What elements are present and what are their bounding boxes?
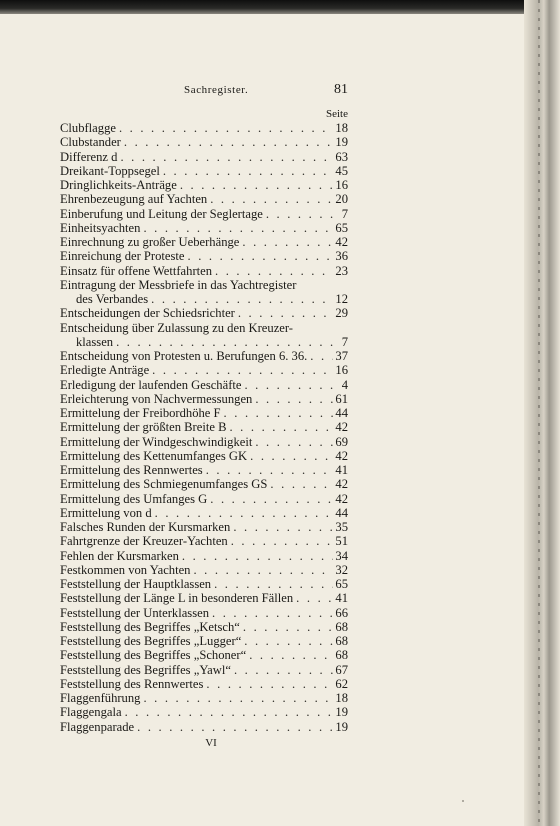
index-term: Feststellung des Begriffes „Lugger“ bbox=[60, 634, 242, 648]
index-entry bbox=[60, 235, 348, 249]
index-term: klassen bbox=[76, 334, 114, 349]
dot-leader bbox=[190, 563, 333, 577]
index-entry bbox=[60, 449, 348, 463]
index-term: Feststellung der Länge L in besonderen Fällen bbox=[60, 591, 294, 606]
dot-leader bbox=[121, 135, 334, 149]
index-entry bbox=[60, 591, 348, 605]
index-entry bbox=[60, 634, 348, 648]
dot-leader bbox=[239, 235, 333, 249]
page-column-label: Seite bbox=[326, 108, 348, 120]
dot-leader bbox=[246, 648, 333, 662]
index-page-ref: 42 bbox=[335, 235, 348, 249]
dot-leader bbox=[241, 634, 333, 648]
index-term: des Verbandes bbox=[76, 292, 149, 306]
index-entry bbox=[60, 492, 348, 506]
index-entry bbox=[60, 164, 348, 178]
index-page-ref: 16 bbox=[335, 178, 348, 192]
index-entry bbox=[60, 435, 348, 449]
running-head: Sachregister. bbox=[184, 84, 249, 96]
index-page-ref: 44 bbox=[335, 505, 348, 520]
index-term: Clubstander bbox=[60, 135, 121, 150]
index-page-ref: 19 bbox=[335, 705, 348, 720]
index-page-ref: 66 bbox=[335, 605, 348, 620]
index-term: Ermittelung der größten Breite B bbox=[60, 420, 227, 435]
index-term: Einheitsyachten bbox=[60, 220, 141, 235]
index-term: Entscheidungen der Schiedsrichter bbox=[60, 306, 235, 321]
index-term: Entscheidung von Protesten u. Berufungen 6. 36. bbox=[60, 349, 308, 363]
dot-leader bbox=[293, 591, 333, 605]
index-page-ref: 68 bbox=[335, 634, 348, 648]
index-entry bbox=[60, 463, 348, 477]
index-entry bbox=[60, 221, 348, 235]
index-term: Einreichung der Proteste bbox=[60, 249, 185, 264]
index-term: Erledigung der laufenden Geschäfte bbox=[60, 377, 242, 392]
dot-leader bbox=[267, 477, 333, 491]
index-page-ref: 67 bbox=[335, 662, 348, 677]
index-entry bbox=[60, 135, 348, 149]
dot-leader bbox=[152, 506, 334, 520]
index-page-ref: 19 bbox=[335, 135, 348, 150]
dot-leader bbox=[207, 192, 333, 206]
index-entry bbox=[60, 292, 348, 306]
index-entry bbox=[60, 563, 348, 577]
dot-leader bbox=[113, 335, 340, 349]
index-entry bbox=[60, 249, 348, 263]
dot-leader bbox=[140, 691, 333, 705]
index-term: Festkommen von Yachten bbox=[60, 562, 191, 577]
index-page-ref: 7 bbox=[341, 334, 348, 349]
index-entry bbox=[60, 720, 348, 734]
dot-leader bbox=[247, 449, 333, 463]
index-term: Feststellung des Begriffes „Yawl“ bbox=[60, 662, 231, 677]
dot-leader bbox=[185, 249, 334, 263]
book-fore-edge bbox=[524, 0, 560, 826]
index-term: Entscheidung über Zulassung zu den Kreuzer- bbox=[60, 320, 294, 335]
index-page-ref: 69 bbox=[335, 434, 348, 449]
index-term: Feststellung des Begriffes „Schoner“ bbox=[60, 648, 247, 663]
dot-leader bbox=[235, 306, 334, 320]
dot-leader bbox=[203, 677, 333, 691]
index-entry bbox=[60, 192, 348, 206]
dot-leader bbox=[252, 392, 333, 406]
index-entry bbox=[60, 520, 348, 534]
index-page-ref: 68 bbox=[335, 648, 348, 663]
dot-leader bbox=[116, 121, 333, 135]
index-term: Ermittelung von d bbox=[60, 505, 152, 520]
index-term: Ermittelung des Schmiegenumfanges GS bbox=[60, 477, 268, 492]
index-entry bbox=[60, 420, 348, 434]
dot-leader bbox=[203, 463, 334, 477]
index-entry bbox=[60, 677, 348, 691]
index-term: Ermittelung des Rennwertes bbox=[60, 463, 203, 477]
index-term: Ermittelung des Kettenumfanges GK bbox=[60, 448, 248, 463]
dot-leader bbox=[226, 420, 333, 434]
index-entry bbox=[60, 506, 348, 520]
index-page-ref: 29 bbox=[335, 306, 348, 321]
index-entry bbox=[60, 121, 348, 135]
dot-leader bbox=[177, 178, 334, 192]
index-page-ref: 42 bbox=[335, 420, 348, 435]
index-entry bbox=[60, 207, 348, 221]
index-term: Dringlichkeits-Anträge bbox=[60, 178, 177, 192]
index-entry bbox=[60, 534, 348, 548]
index-term: Eintragung der Messbriefe in das Yachtregister bbox=[60, 277, 297, 292]
index-entry bbox=[60, 663, 348, 677]
index-term: Clubflagge bbox=[60, 121, 116, 135]
index-entry bbox=[60, 620, 348, 634]
index-page-ref: 37 bbox=[335, 349, 348, 363]
index-page-ref: 12 bbox=[335, 292, 348, 306]
index-page-ref: 16 bbox=[335, 363, 348, 378]
index-entry bbox=[60, 577, 348, 591]
index-term: Flaggenführung bbox=[60, 691, 141, 705]
index-page-ref: 34 bbox=[335, 548, 348, 563]
index-term: Fahrtgrenze der Kreuzer-Yachten bbox=[60, 534, 228, 549]
index-page-ref: 41 bbox=[335, 591, 348, 606]
signature-mark: VI bbox=[205, 736, 217, 749]
dot-leader bbox=[122, 705, 334, 719]
index-page-ref: 35 bbox=[335, 520, 348, 534]
index-term: Feststellung der Hauptklassen bbox=[60, 577, 212, 591]
index-page-ref: 4 bbox=[341, 377, 348, 392]
index-term: Flaggengala bbox=[60, 705, 122, 720]
index-term: Feststellung der Unterklassen bbox=[60, 605, 209, 620]
index-page-ref: 23 bbox=[335, 263, 348, 278]
index-page-ref: 61 bbox=[335, 391, 348, 406]
index-page-ref: 18 bbox=[335, 691, 348, 705]
index-term: Ermittelung des Umfanges G bbox=[60, 491, 208, 506]
index-term: Falsches Runden der Kursmarken bbox=[60, 520, 231, 534]
index-term: Einberufung und Leitung der Seglertage bbox=[60, 206, 263, 221]
index-page-ref: 45 bbox=[335, 163, 348, 178]
dot-leader bbox=[209, 606, 333, 620]
index-page-ref: 42 bbox=[335, 477, 348, 492]
dot-leader bbox=[228, 534, 334, 548]
index-entry bbox=[60, 264, 348, 278]
index-page-ref: 62 bbox=[335, 676, 348, 691]
index-entry bbox=[60, 363, 348, 377]
index-page-ref: 63 bbox=[335, 149, 348, 164]
index-entry bbox=[60, 321, 348, 335]
paper-speck bbox=[462, 800, 464, 802]
dot-leader bbox=[211, 577, 333, 591]
index-page-ref: 42 bbox=[335, 448, 348, 463]
index-entry bbox=[60, 349, 348, 363]
index-term: Einrechnung zu großer Ueberhänge bbox=[60, 235, 240, 249]
index-entry bbox=[60, 378, 348, 392]
index-term: Feststellung des Rennwertes bbox=[60, 676, 204, 691]
book-page bbox=[60, 84, 348, 749]
dot-leader bbox=[140, 221, 333, 235]
index-page-ref: 36 bbox=[335, 249, 348, 264]
index-page-ref: 41 bbox=[335, 463, 348, 477]
dot-leader bbox=[231, 663, 333, 677]
dot-leader bbox=[207, 492, 333, 506]
index-page-ref: 19 bbox=[335, 719, 348, 734]
index-entry bbox=[60, 392, 348, 406]
dot-leader bbox=[240, 620, 334, 634]
dot-leader bbox=[307, 349, 333, 363]
index-term: Feststellung des Begriffes „Ketsch“ bbox=[60, 619, 240, 634]
index-entry bbox=[60, 648, 348, 662]
index-page-ref: 32 bbox=[335, 562, 348, 577]
dot-leader bbox=[160, 164, 334, 178]
index-term: Ermittelung der Windgeschwindigkeit bbox=[60, 434, 253, 449]
dot-leader bbox=[252, 435, 333, 449]
index-term: Erledigte Anträge bbox=[60, 363, 150, 378]
dot-leader bbox=[134, 720, 333, 734]
dot-leader bbox=[230, 520, 333, 534]
index-entry bbox=[60, 406, 348, 420]
index-entry bbox=[60, 278, 348, 292]
dot-leader bbox=[179, 549, 334, 563]
index-entry bbox=[60, 178, 348, 192]
index-page-ref: 65 bbox=[335, 577, 348, 591]
index-entry bbox=[60, 705, 348, 719]
page-number: 81 bbox=[334, 82, 348, 97]
index-entry bbox=[60, 549, 348, 563]
index-term: Erleichterung von Nachvermessungen bbox=[60, 391, 253, 406]
index-entry bbox=[60, 477, 348, 491]
index-page-ref: 7 bbox=[341, 206, 348, 221]
index-term: Fehlen der Kursmarken bbox=[60, 548, 179, 563]
dot-leader bbox=[212, 264, 333, 278]
index-page-ref: 20 bbox=[335, 192, 348, 207]
dot-leader bbox=[149, 363, 333, 377]
index-page-ref: 51 bbox=[335, 534, 348, 549]
index-term: Ermittelung der Freibordhöhe F bbox=[60, 406, 221, 420]
dot-leader bbox=[263, 207, 340, 221]
index-term: Flaggenparade bbox=[60, 719, 135, 734]
index-entry bbox=[60, 606, 348, 620]
dot-leader bbox=[148, 292, 333, 306]
dot-leader bbox=[117, 150, 333, 164]
index-page-ref: 65 bbox=[335, 220, 348, 235]
index-page-ref: 18 bbox=[335, 121, 348, 135]
index-term: Dreikant-Toppsegel bbox=[60, 163, 160, 178]
index-term: Ehrenbezeugung auf Yachten bbox=[60, 192, 208, 207]
index-entry bbox=[60, 306, 348, 320]
scan-top-edge bbox=[0, 0, 560, 14]
index-entry bbox=[60, 691, 348, 705]
page-header bbox=[60, 84, 348, 108]
index-entry-list bbox=[60, 121, 348, 734]
index-term: Einsatz für offene Wettfahrten bbox=[60, 263, 213, 278]
index-page-ref: 68 bbox=[335, 619, 348, 634]
index-page-ref: 42 bbox=[335, 491, 348, 506]
dot-leader bbox=[241, 378, 339, 392]
index-page-ref: 44 bbox=[335, 406, 348, 420]
index-entry bbox=[60, 150, 348, 164]
dot-leader bbox=[221, 406, 334, 420]
index-entry bbox=[60, 335, 348, 349]
index-term: Differenz d bbox=[60, 149, 118, 164]
